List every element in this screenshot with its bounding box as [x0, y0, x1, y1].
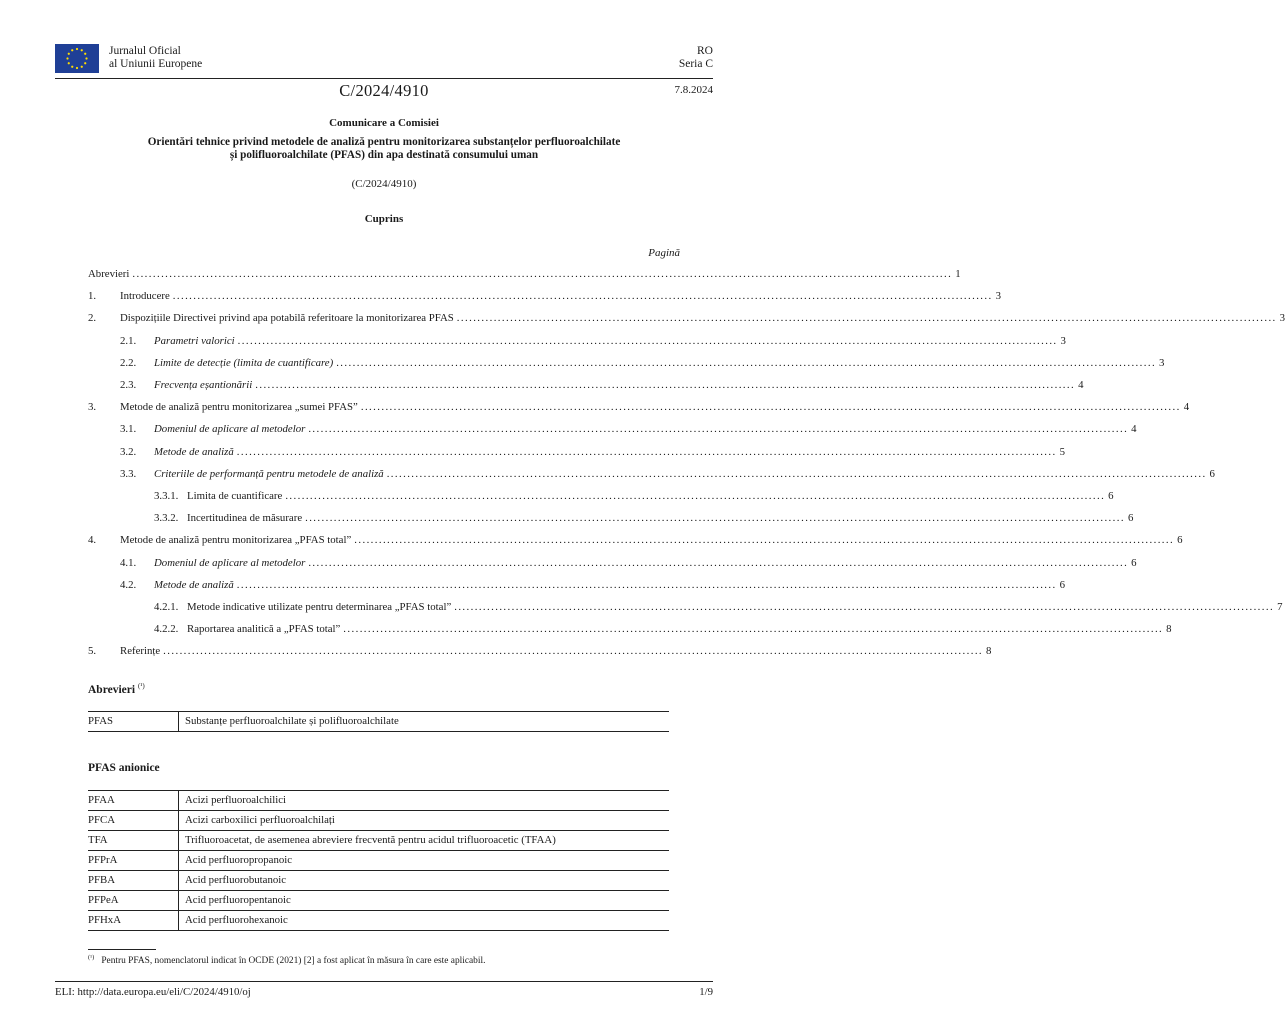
abbreviation-cell: PFCA [88, 811, 179, 831]
abbreviations-heading [88, 682, 145, 696]
toc-entry-page: 4 [1078, 379, 1084, 391]
toc-entry-number: 3.3.1. [154, 490, 179, 502]
eu-star-icon [85, 57, 87, 59]
toc-entry[interactable] [120, 423, 1137, 436]
abbreviation-cell: PFAA [88, 791, 179, 811]
toc-entry-page: 3 [1060, 334, 1066, 347]
toc-entry-number: 2.2. [120, 356, 137, 369]
footnote-text: Pentru PFAS, nomenclatorul indicat în OCDE (2021) [2] a fost aplicat în măsura în care este aplicabil. [101, 956, 486, 967]
toc-entry[interactable] [154, 623, 1172, 636]
toc-entry-label: Frecvența eșantionării [154, 379, 253, 391]
toc-dot-leader: ........................................................................................................................................................................................................ [236, 578, 1057, 591]
toc-entry-label: Metode de analiză [154, 445, 234, 458]
eu-star-icon [71, 66, 73, 68]
toc-entry-page: 8 [986, 645, 992, 658]
description-cell: Acid perfluorobutanoic [185, 874, 287, 886]
toc-entry-label: Parametri valorici [154, 334, 235, 347]
toc-entry-label: Limita de cuantificare [187, 490, 283, 502]
abbreviation-cell: PFPrA [88, 851, 179, 871]
toc-entry-label: Metode de analiză pentru monitorizarea „PFAS total” [120, 534, 352, 547]
table-row [88, 871, 669, 891]
series-label: Seria C [678, 58, 713, 70]
toc-entry-page: 3 [1279, 312, 1285, 325]
toc-entry[interactable] [88, 268, 961, 280]
toc-entry-number: 4.2.2. [154, 623, 179, 636]
toc-entry[interactable] [154, 601, 1283, 613]
toc-entry-page: 6 [1209, 467, 1215, 480]
toc-dot-leader: ........................................................................................................................................................................................................ [343, 623, 1164, 636]
toc-entry[interactable] [120, 379, 1084, 391]
header-divider [55, 78, 713, 79]
toc-entry-label: Raportarea analitică a „PFAS total” [187, 623, 341, 636]
toc-dot-leader: ........................................................................................................................................................................................................ [132, 268, 953, 280]
description-cell: Substanțe perfluoroalchilate și polifluoroalchilate [185, 715, 399, 727]
toc-entry[interactable] [154, 512, 1134, 525]
toc-entry[interactable] [88, 312, 1285, 325]
toc-dot-leader: ........................................................................................................................................................................................................ [236, 445, 1057, 458]
description-cell: Acizi perfluoroalchilici [185, 794, 287, 806]
eli-link[interactable]: ELI: http://data.europa.eu/eli/C/2024/4910/oj [55, 986, 251, 998]
series-info [679, 45, 713, 71]
eu-star-icon [81, 49, 83, 51]
eu-star-icon [81, 66, 83, 68]
toc-dot-leader: ........................................................................................................................................................................................................ [305, 512, 1125, 525]
toc-heading: Cuprins [364, 213, 404, 225]
toc-entry[interactable] [88, 534, 1183, 547]
toc-entry[interactable] [120, 556, 1137, 569]
eu-star-icon [68, 53, 70, 55]
eu-star-icon [71, 49, 73, 51]
toc-dot-leader: ........................................................................................................................................................................................................ [308, 556, 1129, 569]
toc-entry-label: Domeniul de aplicare al metodelor [154, 556, 306, 569]
toc-entry-label: Introducere [120, 290, 170, 303]
table-row [88, 712, 669, 732]
toc-entry[interactable] [88, 290, 1002, 303]
toc-entry[interactable] [88, 401, 1190, 414]
toc-entry-label: Abrevieri [88, 268, 130, 280]
toc-entry-number: 4. [88, 534, 97, 547]
toc-entry[interactable] [154, 490, 1114, 502]
document-code: C/2024/4910 [339, 81, 429, 100]
toc-entry-number: 2. [88, 312, 97, 325]
description-cell: Acid perfluoropropanoic [185, 854, 293, 866]
abbreviation-cell: PFPeA [88, 891, 179, 911]
eu-star-icon [84, 53, 86, 55]
toc-entry-number: 4.1. [120, 556, 137, 569]
toc-entry-number: 2.1. [120, 334, 137, 347]
toc-dot-leader: ........................................................................................................................................................................................................ [237, 334, 1058, 347]
toc-entry-number: 3.2. [120, 445, 137, 458]
toc-entry-page: 8 [1166, 623, 1172, 636]
toc-page-label: Pagină [648, 247, 680, 259]
toc-entry-label: Metode indicative utilizate pentru determinarea „PFAS total” [187, 601, 452, 613]
toc-dot-leader: ........................................................................................................................................................................................................ [308, 423, 1129, 436]
table-row [88, 911, 669, 931]
toc-entry-label: Dispozițiile Directivei privind apa potabilă referitoare la monitorizarea PFAS [120, 312, 454, 325]
footnote-ref[interactable]: (¹) [137, 682, 145, 690]
description-cell: Acid perfluorohexanoic [185, 914, 288, 926]
document-title [120, 136, 648, 162]
toc-entry-label: Metode de analiză pentru monitorizarea „sumei PFAS” [120, 401, 358, 414]
toc-entry-page: 3 [995, 290, 1002, 303]
toc-entry-label: Metode de analiză [154, 578, 234, 591]
toc-entry[interactable] [88, 645, 992, 658]
toc-entry-number: 3.1. [120, 423, 137, 436]
toc-entry-page: 1 [955, 268, 961, 280]
page-number: 1/9 [699, 986, 713, 998]
abbreviation-cell: TFA [88, 831, 179, 851]
toc-entry-label: Limite de detecție (limita de cuantificare) [154, 356, 334, 369]
toc-entry[interactable] [120, 578, 1066, 591]
toc-entry-page: 6 [1177, 534, 1183, 547]
footnote-divider [88, 949, 156, 950]
toc-entry-page: 5 [1059, 445, 1066, 458]
toc-dot-leader: ........................................................................................................................................................................................................ [336, 356, 1157, 369]
description-cell: Acid perfluoropentanoic [185, 894, 291, 906]
eu-star-icon [68, 62, 70, 64]
abbreviation-cell: PFHxA [88, 911, 179, 931]
toc-dot-leader: ........................................................................................................................................................................................................ [255, 379, 1076, 391]
table-row [88, 831, 669, 851]
toc-entry-page: 6 [1127, 512, 1134, 525]
communication-type: Comunicare a Comisiei [329, 117, 439, 129]
toc-entry-page: 6 [1059, 578, 1066, 591]
toc-dot-leader: ........................................................................................................................................................................................................ [163, 645, 984, 658]
toc-entry-label: Domeniul de aplicare al metodelor [154, 423, 306, 436]
abbreviations-table [88, 711, 669, 732]
table-row [88, 791, 669, 811]
toc-entry-page: 6 [1131, 556, 1137, 569]
toc-entry-label: Criteriile de performanță pentru metodele de analiză [154, 467, 384, 480]
language-code: RO [697, 45, 713, 57]
journal-line-1: Jurnalul Oficial [109, 45, 181, 57]
eu-star-icon [76, 67, 78, 69]
toc-entry[interactable] [120, 467, 1215, 480]
toc-dot-leader: ........................................................................................................................................................................................................ [456, 312, 1277, 325]
table-row [88, 811, 669, 831]
eu-flag-logo [55, 44, 99, 73]
toc-entry-number: 5. [88, 645, 97, 658]
footnote-marker: (¹) [88, 954, 95, 961]
toc-entry-number: 3.3. [120, 467, 137, 480]
toc-dot-leader: ........................................................................................................................................................................................................ [454, 601, 1275, 613]
toc-entry[interactable] [120, 334, 1066, 347]
toc-entry-label: Incertitudinea de măsurare [187, 512, 303, 525]
toc-dot-leader: ........................................................................................................................................................................................................ [360, 401, 1181, 414]
toc-entry-number: 4.2. [120, 578, 137, 591]
publication-date: 7.8.2024 [674, 84, 713, 96]
toc-entry-number: 3. [88, 401, 97, 414]
toc-entry-number: 1. [88, 290, 97, 303]
eu-star-icon [66, 57, 68, 59]
toc-dot-leader: ........................................................................................................................................................................................................ [172, 290, 993, 303]
toc-dot-leader: ........................................................................................................................................................................................................ [354, 534, 1175, 547]
anionic-pfas-table [88, 790, 669, 931]
footnote [88, 954, 485, 966]
eu-stars-icon [55, 44, 99, 73]
footer-divider [55, 981, 713, 982]
abbreviations-title: Abrevieri [88, 683, 136, 696]
title-line-1: Orientări tehnice privind metodele de analiză pentru monitorizarea substanțelor perfluoroalchilate [147, 136, 621, 148]
toc-entry-page: 4 [1183, 401, 1190, 414]
eu-star-icon [76, 48, 78, 50]
table-row [88, 851, 669, 871]
toc-dot-leader: ........................................................................................................................................................................................................ [285, 490, 1106, 502]
anionic-heading: PFAS anionice [88, 762, 160, 774]
toc-entry-label: Referințe [120, 645, 161, 658]
journal-line-2: al Uniunii Europene [109, 58, 203, 70]
toc-dot-leader: ........................................................................................................................................................................................................ [386, 467, 1207, 480]
title-line-2: și polifluoroalchilate (PFAS) din apa destinată consumului uman [229, 149, 539, 161]
toc-entry[interactable] [120, 356, 1165, 369]
table-row [88, 891, 669, 911]
document-reference: (C/2024/4910) [351, 178, 417, 190]
journal-name [109, 45, 202, 71]
abbreviation-cell: PFBA [88, 871, 179, 891]
abbreviation-cell: PFAS [88, 712, 179, 732]
toc-entry-page: 4 [1131, 423, 1137, 436]
toc-entry-page: 6 [1108, 490, 1114, 502]
description-cell: Acizi carboxilici perfluoroalchilați [185, 814, 335, 826]
toc-entry-number: 2.3. [120, 379, 137, 391]
toc-entry-page: 7 [1277, 601, 1283, 613]
toc-entry-number: 3.3.2. [154, 512, 179, 525]
toc-entry-number: 4.2.1. [154, 601, 179, 613]
toc-entry-page: 3 [1159, 356, 1165, 369]
description-cell: Trifluoroacetat, de asemenea abreviere frecventă pentru acidul trifluoroacetic (TFAA) [185, 834, 556, 846]
eu-star-icon [84, 62, 86, 64]
toc-entry[interactable] [120, 445, 1066, 458]
